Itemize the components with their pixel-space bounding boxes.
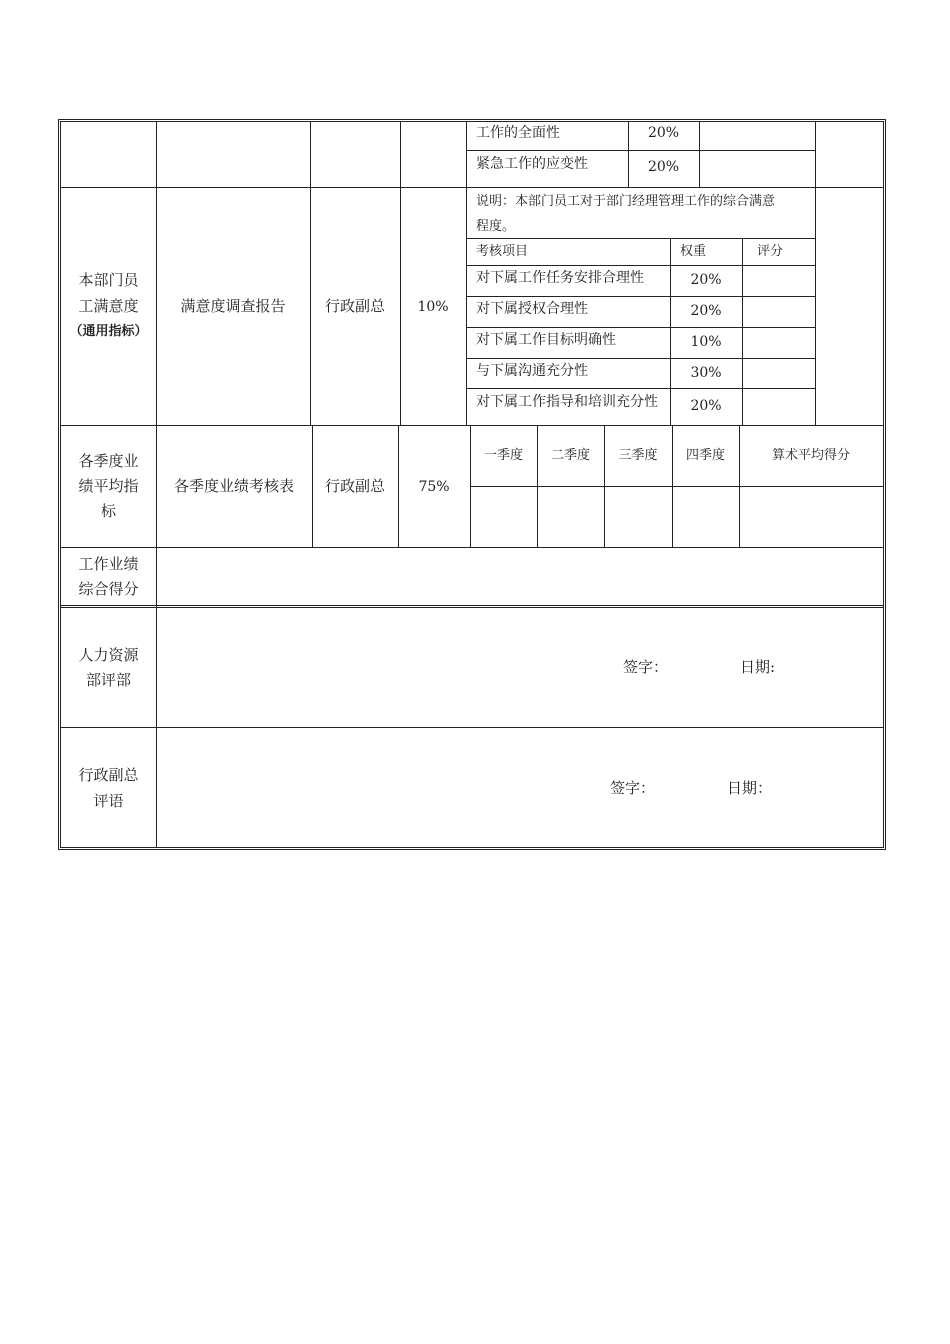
- row-divider: [466, 296, 815, 297]
- row-divider: [61, 605, 883, 608]
- sub-item-weight: 20%: [647, 125, 680, 141]
- column-divider: [670, 238, 671, 265]
- row-divider: [466, 150, 815, 151]
- indicator-label: 绩平均指: [78, 477, 139, 495]
- column-header-weight: 权重: [680, 244, 707, 259]
- column-divider: [742, 265, 743, 425]
- vp-comment-label: 评语: [93, 792, 124, 810]
- column-divider: [699, 122, 700, 187]
- assessment-item-label: 对下属工作指导和培训充分性: [476, 394, 658, 410]
- column-divider: [742, 238, 743, 265]
- row-divider: [466, 327, 815, 328]
- date-label: 日期:: [740, 658, 776, 676]
- composite-score-label: 工作业绩: [78, 555, 139, 573]
- indicator-label: 工满意度: [78, 297, 139, 315]
- row-divider: [61, 425, 883, 426]
- quarter-header: 四季度: [685, 448, 725, 463]
- weight-value: 75%: [418, 479, 450, 495]
- assessment-item-weight: 10%: [690, 334, 722, 350]
- row-divider: [470, 486, 883, 487]
- column-header-item: 考核项目: [476, 244, 529, 259]
- column-divider: [466, 122, 467, 425]
- note-text: 程度。: [476, 219, 516, 234]
- data-source: 各季度业绩考核表: [173, 477, 294, 495]
- row-divider: [61, 727, 883, 728]
- row-divider: [466, 358, 815, 359]
- note-text: 说明：本部门员工对于部门经理管理工作的综合满意: [476, 194, 776, 209]
- row-divider: [61, 187, 883, 188]
- sub-item-weight: 20%: [647, 159, 680, 175]
- evaluator: 行政副总: [324, 477, 385, 495]
- data-source: 满意度调查报告: [180, 297, 286, 315]
- column-divider: [310, 122, 311, 425]
- indicator-label: 本部门员: [78, 271, 139, 289]
- sub-item-label: 工作的全面性: [476, 125, 560, 141]
- column-divider: [400, 122, 401, 425]
- hr-review-label: 部评部: [85, 671, 131, 689]
- quarter-header: 二季度: [550, 448, 590, 463]
- column-divider: [815, 122, 816, 425]
- vp-comment-label: 行政副总: [78, 766, 139, 784]
- weight-value: 10%: [417, 299, 449, 315]
- signature-label: 签字：: [610, 779, 656, 797]
- average-score-header: 算术平均得分: [771, 448, 850, 463]
- assessment-item-label: 对下属工作任务安排合理性: [476, 270, 644, 286]
- assessment-item-weight: 20%: [690, 398, 722, 414]
- assessment-item-label: 对下属授权合理性: [476, 301, 588, 317]
- indicator-note: （通用指标）: [69, 324, 148, 339]
- evaluator: 行政副总: [324, 297, 385, 315]
- assessment-item-weight: 30%: [690, 365, 722, 381]
- column-header-score: 评分: [757, 244, 784, 259]
- row-divider: [61, 547, 883, 548]
- quarter-header: 三季度: [618, 448, 658, 463]
- signature-label: 签字：: [623, 658, 669, 676]
- composite-score-label: 综合得分: [78, 580, 139, 598]
- row-divider: [466, 388, 815, 389]
- row-divider: [466, 238, 815, 239]
- assessment-item-label: 对下属工作目标明确性: [476, 332, 616, 348]
- row-divider: [466, 265, 815, 266]
- indicator-label: 各季度业: [78, 452, 139, 470]
- indicator-label: 标: [100, 502, 116, 520]
- assessment-item-weight: 20%: [690, 303, 722, 319]
- assessment-item-weight: 20%: [690, 272, 722, 288]
- hr-review-label: 人力资源: [78, 646, 139, 664]
- date-label: 日期：: [727, 779, 773, 797]
- assessment-item-label: 与下属沟通充分性: [476, 363, 588, 379]
- sub-item-label: 紧急工作的应变性: [476, 156, 588, 172]
- quarter-header: 一季度: [483, 448, 523, 463]
